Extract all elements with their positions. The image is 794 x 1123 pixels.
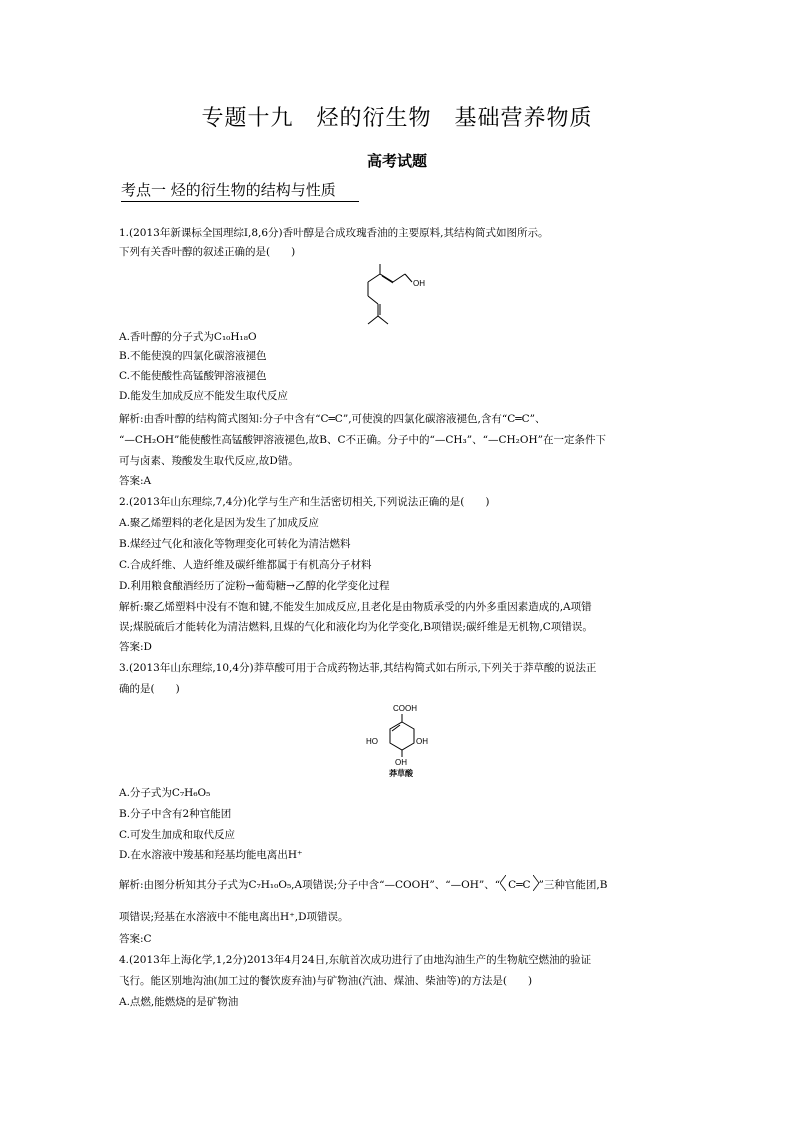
svg-text:莽草酸: 莽草酸 bbox=[389, 769, 413, 778]
q1-explanation-2: “—CH₂OH”能使酸性高锰酸钾溶液褪色,故B、C不正确。分子中的“—CH₃”、“—CH₂OH”在一定条件下 bbox=[119, 434, 607, 446]
q1-option-d: D.能发生加成反应不能发生取代反应 bbox=[119, 390, 288, 402]
alkene-group-symbol: C═C bbox=[500, 878, 538, 892]
q1-option-c: C.不能使酸性高锰酸钾溶液褪色 bbox=[119, 370, 267, 382]
q2-stem: 2.(2013年山东理综,7,4分)化学与生产和生活密切相关,下列说法正确的是( ) bbox=[119, 496, 490, 508]
svg-text:HO: HO bbox=[366, 737, 378, 746]
q2-option-a: A.聚乙烯塑料的老化是因为发生了加成反应 bbox=[119, 517, 319, 529]
q4-stem-line-1: 4.(2013年上海化学,1,2分)2013年4月24日,东航首次成功进行了由地沟油生产的生物航空燃油的验证 bbox=[119, 954, 592, 966]
q3-explanation-2: 项错误;羟基在水溶液中不能电离出H⁺,D项错误。 bbox=[119, 911, 349, 923]
q2-option-d: D.利用粮食酿酒经历了淀粉→葡萄糖→乙醇的化学变化过程 bbox=[119, 580, 390, 592]
q3-option-b: B.分子中含有2种官能团 bbox=[119, 808, 232, 820]
geraniol-structure bbox=[360, 262, 440, 328]
q1-option-a: A.香叶醇的分子式为C₁₀H₁₈O bbox=[119, 331, 257, 343]
q3-stem-line-2: 确的是( ) bbox=[119, 683, 180, 695]
svg-text:OH: OH bbox=[395, 758, 407, 767]
q1-explanation-3: 可与卤素、羧酸发生取代反应,故D错。 bbox=[119, 455, 299, 467]
q2-answer: 答案:D bbox=[119, 641, 152, 653]
q1-explanation-1: 解析:由香叶醇的结构简式图知:分子中含有“C═C”,可使溴的四氯化碳溶液褪色,含有“C═C”、 bbox=[119, 413, 546, 425]
q4-option-a: A.点燃,能燃烧的是矿物油 bbox=[119, 996, 239, 1008]
q4-stem-line-2: 飞行。能区别地沟油(加工过的餐饮废弃油)与矿物油(汽油、煤油、柴油等)的方法是( ) bbox=[119, 975, 533, 987]
q2-explanation-2: 误;煤脱硫后才能转化为清洁燃料,且煤的气化和液化均为化学变化,B项错误;碳纤维是无机物,C项错误。 bbox=[119, 621, 593, 633]
q1-option-b: B.不能使溴的四氯化碳溶液褪色 bbox=[119, 350, 267, 362]
q3-explanation-1-text-a: 解析:由图分析知其分子式为C₇H₁₀O₅,A项错误;分子中含“—COOH”、“—OH”、“ bbox=[119, 879, 501, 891]
q2-option-c: C.合成纤维、人造纤维及碳纤维都属于有机高分子材料 bbox=[119, 559, 372, 571]
svg-text:OH: OH bbox=[416, 737, 428, 746]
q1-stem-line-1: 1.(2013年新课标全国理综Ⅰ,8,6分)香叶醇是合成玫瑰香油的主要原料,其结构简式如图所示。 bbox=[119, 227, 549, 239]
svg-text:COOH: COOH bbox=[393, 704, 417, 713]
q1-answer: 答案:A bbox=[119, 475, 152, 487]
q3-option-c: C.可发生加成和取代反应 bbox=[119, 829, 235, 841]
q2-explanation-1: 解析:聚乙烯塑料中没有不饱和键,不能发生加成反应,且老化是由物质承受的内外多重因素造成的,A项错 bbox=[119, 601, 592, 613]
q1-stem-line-2: 下列有关香叶醇的叙述正确的是( ) bbox=[119, 246, 296, 258]
q3-option-a: A.分子式为C₇H₆O₅ bbox=[119, 787, 211, 799]
svg-text:OH: OH bbox=[413, 279, 425, 288]
q3-stem-line-1: 3.(2013年山东理综,10,4分)莽草酸可用于合成药物达菲,其结构简式如右所示,下列关于莽草酸的说法正 bbox=[119, 662, 597, 674]
q3-explanation-1 bbox=[119, 878, 607, 892]
topic-heading: 考点一 烃的衍生物的结构与性质 bbox=[121, 179, 359, 202]
shikimic-acid-structure bbox=[362, 700, 442, 780]
q3-option-d: D.在水溶液中羧基和羟基均能电离出H⁺ bbox=[119, 849, 303, 861]
q3-explanation-1-text-c: ”三种官能团,B bbox=[538, 879, 608, 891]
page-title: 专题十九 烃的衍生物 基础营养物质 bbox=[201, 106, 593, 131]
section-subtitle: 高考试题 bbox=[366, 152, 427, 170]
q3-answer: 答案:C bbox=[119, 933, 152, 945]
q2-option-b: B.煤经过气化和液化等物理变化可转化为清洁燃料 bbox=[119, 538, 351, 550]
